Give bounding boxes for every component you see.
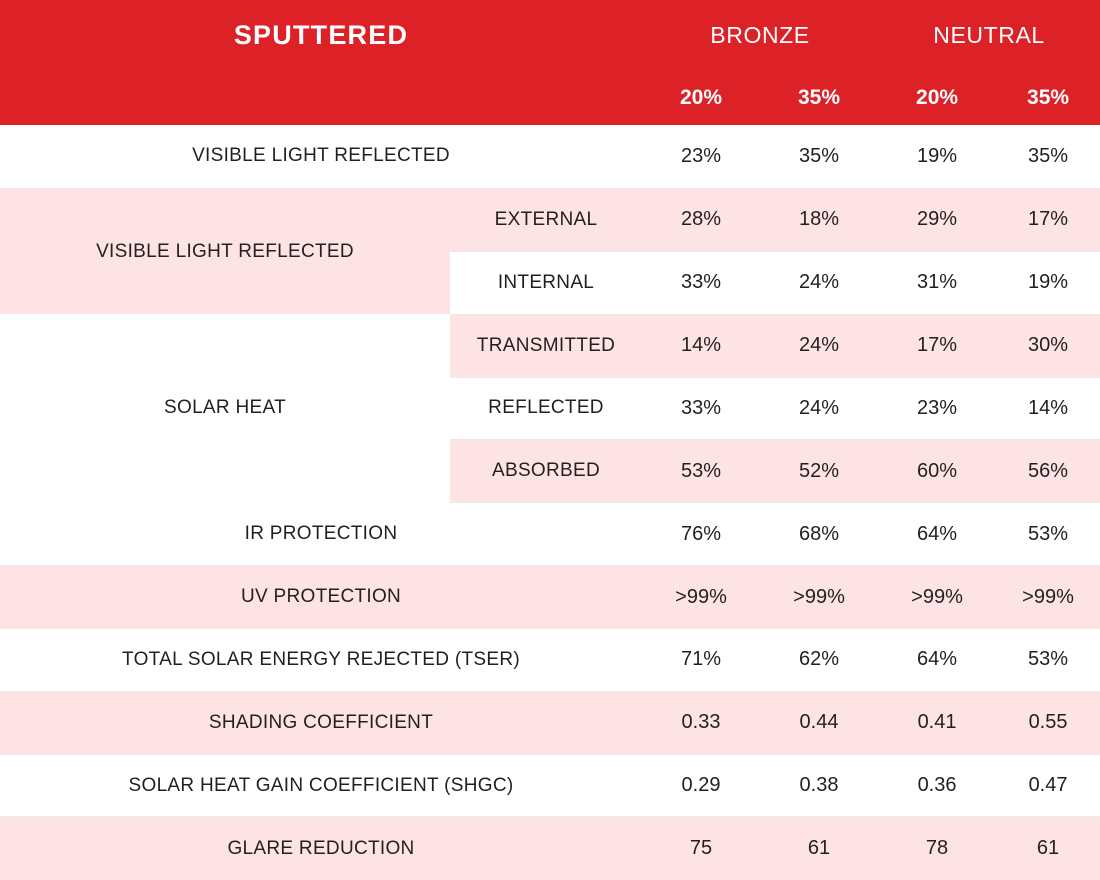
cell-value: 0.55 <box>1028 711 1068 734</box>
header-row-subs <box>0 71 1100 125</box>
row-label-glare-reduction: GLARE REDUCTION <box>227 837 415 859</box>
table-row <box>0 566 1100 629</box>
cell-value: 53% <box>642 440 760 503</box>
cell-value: 23% <box>681 144 722 167</box>
table-row <box>0 817 1100 880</box>
cell-value: 78 <box>925 837 949 860</box>
row-group-label-solar-heat: SOLAR HEAT <box>0 314 450 503</box>
cell-value: 24% <box>760 251 878 314</box>
cell-value: 64% <box>917 648 958 671</box>
cell-value: 62% <box>799 648 840 671</box>
cell-value: 35% <box>799 144 840 167</box>
column-group-bronze: BRONZE <box>642 0 878 71</box>
cell-value: 53% <box>1028 648 1069 671</box>
cell-value: 14% <box>996 377 1100 440</box>
cell-value: 24% <box>760 314 878 377</box>
cell-value: 29% <box>878 189 996 252</box>
row-label-shgc: SOLAR HEAT GAIN COEFFICIENT (SHGC) <box>128 774 514 796</box>
row-sublabel-internal: INTERNAL <box>450 251 642 314</box>
cell-value: 0.29 <box>681 774 721 797</box>
row-label-visible-light-reflected: VISIBLE LIGHT REFLECTED <box>192 145 450 167</box>
cell-value: 61 <box>807 837 831 860</box>
cell-value: 0.33 <box>681 711 721 734</box>
cell-value: 31% <box>878 251 996 314</box>
cell-value: 75 <box>689 837 713 860</box>
cell-value: 68% <box>799 522 840 545</box>
cell-value: 0.47 <box>1028 774 1068 797</box>
cell-value: 17% <box>878 314 996 377</box>
row-label-ir-protection: IR PROTECTION <box>244 523 398 545</box>
cell-value: 0.41 <box>917 711 957 734</box>
cell-value: 52% <box>760 440 878 503</box>
row-sublabel-reflected: REFLECTED <box>450 377 642 440</box>
row-group-label-visible-light-reflected: VISIBLE LIGHT REFLECTED <box>0 189 450 315</box>
cell-value: >99% <box>911 585 963 608</box>
cell-value: 64% <box>917 522 958 545</box>
header-spacer <box>0 71 642 125</box>
table-row <box>0 628 1100 691</box>
cell-value: >99% <box>793 585 845 608</box>
cell-value: 23% <box>878 377 996 440</box>
cell-value: >99% <box>1022 585 1074 608</box>
row-sublabel-transmitted: TRANSMITTED <box>450 314 642 377</box>
cell-value: 24% <box>760 377 878 440</box>
cell-value: 76% <box>681 522 722 545</box>
table-row <box>0 125 1100 189</box>
table-row <box>0 189 1100 252</box>
cell-value: 61 <box>1036 837 1060 860</box>
cell-value: 60% <box>878 440 996 503</box>
column-neutral-20: 20% <box>878 71 996 125</box>
header-row-titles <box>0 0 1100 71</box>
row-sublabel-external: EXTERNAL <box>450 189 642 252</box>
table-row <box>0 754 1100 817</box>
cell-value: 18% <box>760 189 878 252</box>
cell-value: 33% <box>642 377 760 440</box>
table-title: SPUTTERED <box>0 0 642 71</box>
cell-value: 0.36 <box>917 774 957 797</box>
cell-value: 17% <box>996 189 1100 252</box>
table-row <box>0 314 1100 377</box>
cell-value: 53% <box>1028 522 1069 545</box>
cell-value: 56% <box>996 440 1100 503</box>
column-bronze-35: 35% <box>760 71 878 125</box>
cell-value: 19% <box>917 144 958 167</box>
cell-value: 0.44 <box>799 711 839 734</box>
table-row <box>0 503 1100 566</box>
cell-value: >99% <box>675 585 727 608</box>
row-label-tser: TOTAL SOLAR ENERGY REJECTED (TSER) <box>122 648 521 670</box>
cell-value: 33% <box>642 251 760 314</box>
row-sublabel-absorbed: ABSORBED <box>450 440 642 503</box>
cell-value: 35% <box>1028 144 1069 167</box>
column-bronze-20: 20% <box>642 71 760 125</box>
cell-value: 71% <box>681 648 722 671</box>
column-neutral-35: 35% <box>996 71 1100 125</box>
cell-value: 14% <box>642 314 760 377</box>
cell-value: 0.38 <box>799 774 839 797</box>
row-label-shading-coefficient: SHADING COEFFICIENT <box>208 711 434 733</box>
cell-value: 28% <box>642 189 760 252</box>
cell-value: 30% <box>996 314 1100 377</box>
column-group-neutral: NEUTRAL <box>878 0 1100 71</box>
cell-value: 19% <box>996 251 1100 314</box>
table-row <box>0 691 1100 754</box>
row-label-uv-protection: UV PROTECTION <box>240 586 402 608</box>
